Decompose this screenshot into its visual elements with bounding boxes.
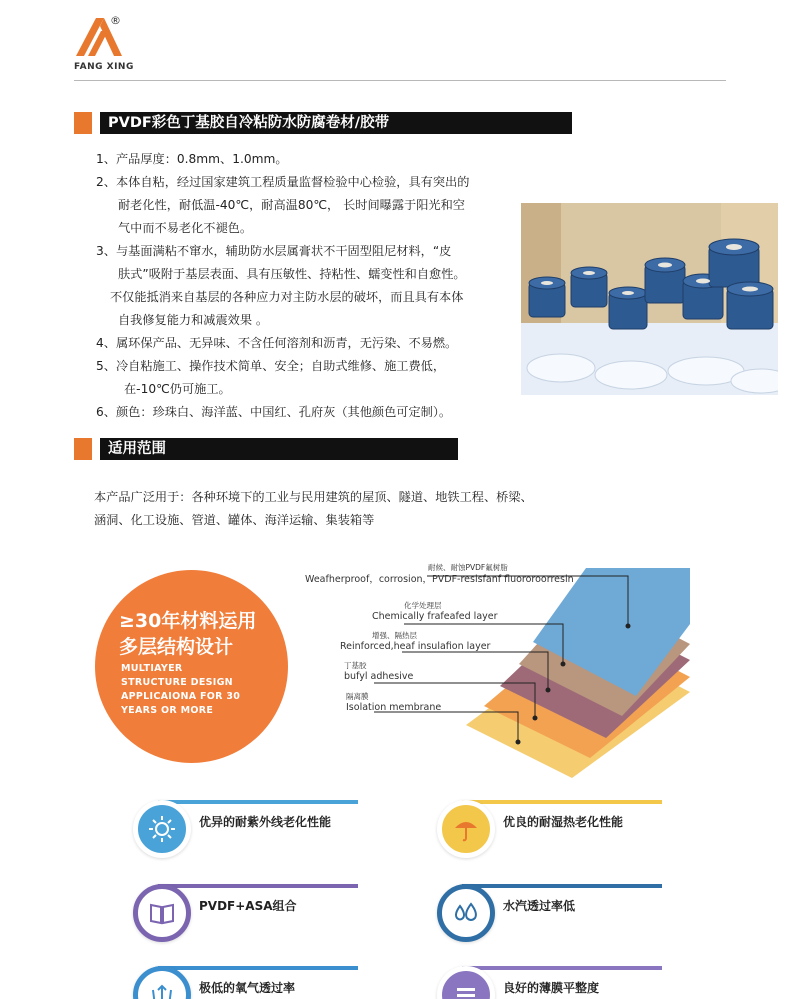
feature-accent-line [158,884,358,888]
feature-pvdf-asa [133,884,358,942]
spec-line: 不仅能抵消来自基层的各种应力对主防水层的破坏，而且具有本体 [110,290,464,304]
registered-mark: ® [110,14,121,27]
badge-en-line: YEARS OR MORE [121,705,214,716]
feature-low-vapor [437,884,662,942]
application-text: 涵洞、化工设施、管道、罐体、海洋运输、集装箱等 [94,513,375,527]
layer-label-cn: 丁基胶 [344,661,367,670]
badge-title-line2: 多层结构设计 [119,636,234,658]
brand-name: FANG XING [74,62,134,72]
sun-icon [133,800,191,858]
spec-line: 耐老化性，耐低温-40℃，耐高温80℃， 长时间曝露于阳光和空 [118,198,465,212]
layer-label-en: Reinforced,heaf insulafion layer [340,641,491,652]
feature-label: 极低的氧气透过率 [199,981,296,995]
spec-line: 气中而不易老化不褪色。 [118,221,253,235]
film-icon [437,966,495,999]
feature-label: 优良的耐湿热老化性能 [503,815,624,829]
feature-accent-line [158,966,358,970]
feature-humidity-resistance [437,800,662,858]
spec-line: 5、冷自粘施工、操作技术简单、安全；自助式维修、施工费低， [96,359,446,373]
feature-low-oxygen [133,966,358,999]
section-title-product: PVDF彩色丁基胶自冷粘防水防腐卷材/胶带 [100,112,572,134]
arrows-icon [133,966,191,999]
badge-title-line1: ≥30年材料运用 [119,610,257,632]
spec-line: 6、颜色：珍珠白、海洋蓝、中国红、孔府灰（其他颜色可定制）。 [96,405,452,419]
feature-label: 良好的薄膜平整度 [503,981,600,995]
feature-accent-line [158,800,358,804]
badge-en-line: STRUCTURE DESIGN [121,677,233,688]
spec-line: 自我修复能力和减震效果 。 [118,313,269,327]
layer-label-cn: 耐候、耐蚀PVDF氟树脂 [428,563,508,572]
feature-accent-line [462,800,662,804]
feature-label: 优异的耐紫外线老化性能 [199,815,332,829]
feature-uv-resistance [133,800,358,858]
spec-line: 3、与基面满粘不窜水，辅助防水层属膏状不干固型阻尼材料，“皮 [96,244,452,258]
application-text: 本产品广泛用于：各种环境下的工业与民用建筑的屋顶、隧道、地铁工程、桥梁、 [94,490,533,504]
layer-label-en: Weafherproof，corrosion，PVDF-resisfanf fluororoorresin [305,574,574,585]
umbrella-icon [437,800,495,858]
feature-film-flatness [437,966,662,999]
spec-line: 肤式”吸附于基层表面、具有压敏性、持粘性、蠕变性和自愈性。 [118,267,466,281]
spec-line: 在-10℃仍可施工。 [124,382,231,396]
badge-en-line: APPLICAIONA FOR 30 [121,691,241,702]
feature-label: 水汽透过率低 [503,899,576,913]
feature-accent-line [462,884,662,888]
section-title-application: 适用范围 [100,438,458,460]
spec-line: 2、本体自粘，经过国家建筑工程质量监督检验中心检验，具有突出的 [96,175,470,189]
layer-label-en: bufyl adhesive [344,671,414,682]
book-icon [133,884,191,942]
layer-label-cn: 化学处理层 [404,601,442,610]
water-drops-icon [437,884,495,942]
spec-line: 4、属环保产品、无异味、不含任何溶剂和沥青，无污染、不易燃。 [96,336,458,350]
layer-label-cn: 隔离膜 [346,692,369,701]
feature-accent-line [462,966,662,970]
layer-label-en: Chemically frafeafed layer [372,611,498,622]
badge-en-line: MULTIAYER [121,663,183,674]
feature-label: PVDF+ASA组合 [199,899,297,913]
layer-label-cn: 增强、隔热层 [372,631,417,640]
spec-line: 1、产品厚度：0.8mm、1.0mm。 [96,152,288,166]
layer-label-en: Isolation membrane [346,702,442,713]
